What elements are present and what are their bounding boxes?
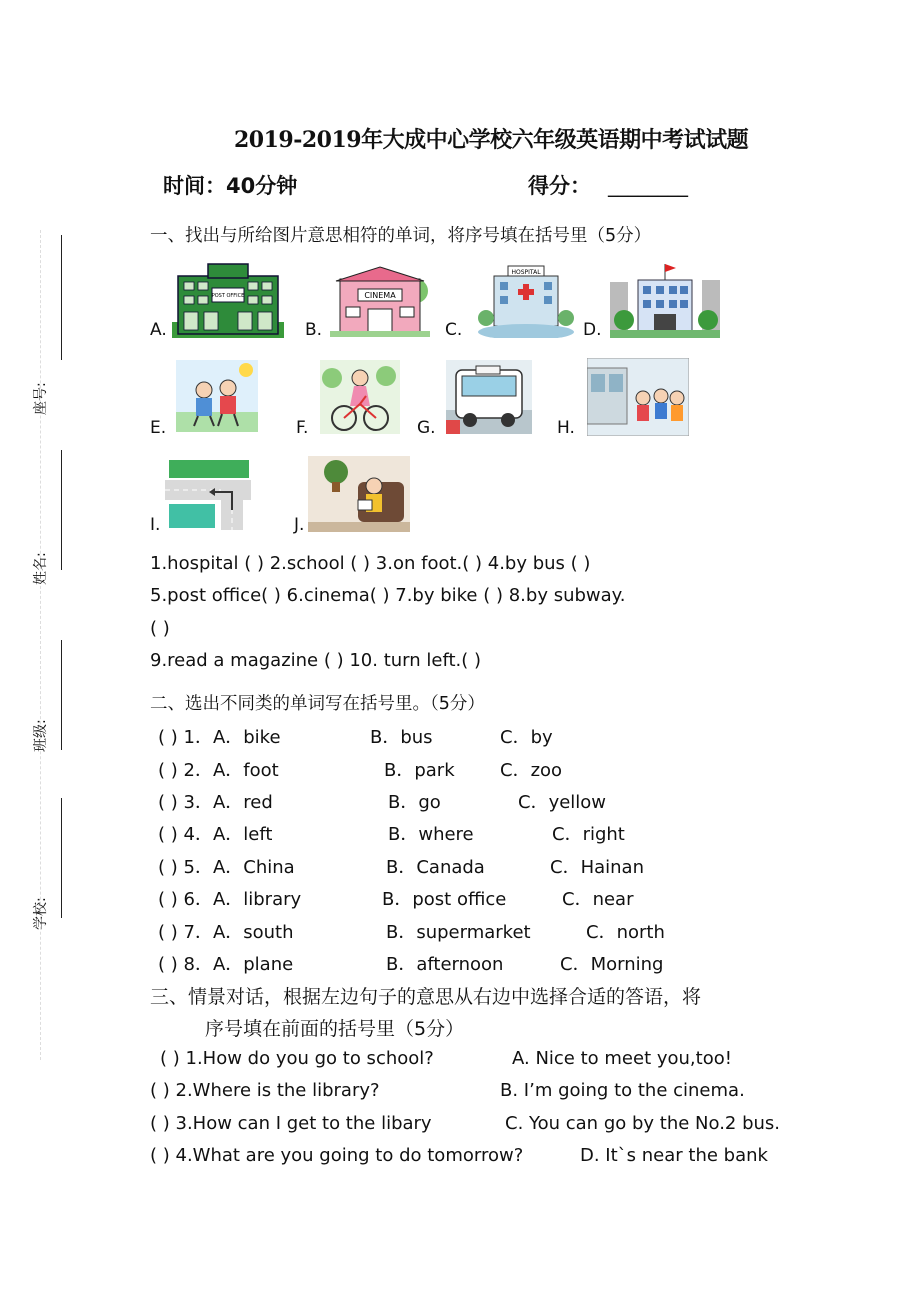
post-office-sign: POST OFFICE bbox=[211, 293, 245, 299]
s2-item-b: B．go bbox=[388, 792, 441, 813]
cinema-sign: CINEMA bbox=[364, 291, 396, 300]
section1-heading: 一、找出与所给图片意思相符的单词，将序号填在括号里（5分） bbox=[150, 226, 652, 246]
s2-item-q: ( ) 2．A．foot bbox=[158, 760, 279, 781]
label-h: H. bbox=[557, 418, 575, 438]
section2-heading: 二、选出不同类的单词写在括号里。（5分） bbox=[150, 694, 485, 714]
s2-item-q: ( ) 8．A．plane bbox=[158, 954, 294, 975]
s3-item-a: A. Nice to meet you,too! bbox=[512, 1048, 732, 1069]
s2-item-c: C．near bbox=[562, 889, 634, 910]
s3-item-q: ( ) 3.How can I get to the libary bbox=[150, 1113, 432, 1134]
s2-item-c: C．north bbox=[586, 922, 665, 943]
s2-item-b: B．post office bbox=[382, 889, 507, 910]
hospital-sign: HOSPITAL bbox=[511, 269, 541, 276]
bike-image bbox=[320, 360, 400, 434]
time-label: 时间：40分钟 bbox=[163, 174, 298, 198]
s2-item-q: ( ) 5．A．China bbox=[158, 857, 295, 878]
label-c: C. bbox=[445, 320, 463, 340]
s3-item-a: C. You can go by the No.2 bus. bbox=[505, 1113, 781, 1134]
seat-line bbox=[61, 235, 62, 360]
section3-heading-line2: 序号填在前面的括号里（5分） bbox=[205, 1018, 465, 1040]
seat-label: 座号: bbox=[33, 382, 49, 415]
school-line bbox=[61, 798, 62, 918]
label-e: E. bbox=[150, 418, 167, 438]
school-image bbox=[610, 262, 720, 338]
label-b: B. bbox=[305, 320, 323, 340]
s3-item-a: D. It`s near the bank bbox=[580, 1145, 768, 1166]
s2-item-b: B．bus bbox=[370, 727, 433, 748]
turn-left-image bbox=[165, 458, 251, 530]
binding-guide bbox=[40, 230, 41, 1060]
label-f: F. bbox=[296, 418, 309, 438]
school-label: 学校: bbox=[33, 897, 49, 930]
score-label: 得分： bbox=[528, 174, 591, 198]
page-title: 2019-2019年大成中心学校六年级英语期中考试试题 bbox=[234, 127, 749, 153]
score-blank[interactable]: ________ bbox=[608, 173, 688, 197]
s2-item-c: C．yellow bbox=[518, 792, 607, 813]
label-a: A. bbox=[150, 320, 167, 340]
s2-item-c: C．zoo bbox=[500, 760, 563, 781]
s2-item-b: B．where bbox=[388, 824, 474, 845]
class-label: 班级: bbox=[33, 719, 49, 752]
post-office-image bbox=[172, 262, 284, 338]
s1-questions-line4: 9.read a magazine ( ) 10. turn left.( ) bbox=[150, 650, 482, 671]
s2-item-b: B．afternoon bbox=[386, 954, 504, 975]
s2-item-q: ( ) 7．A．south bbox=[158, 922, 294, 943]
s1-questions-line2: 5.post office( ) 6.cinema( ) 7.by bike ( ) 8.by subway. bbox=[150, 585, 626, 606]
s2-item-q: ( ) 4．A．left bbox=[158, 824, 273, 845]
label-d: D. bbox=[583, 320, 602, 340]
s3-item-q: ( ) 1.How do you go to school? bbox=[160, 1048, 434, 1069]
s2-item-c: C．by bbox=[500, 727, 553, 748]
subway-image bbox=[587, 358, 689, 436]
s3-item-q: ( ) 4.What are you going to do tomorrow? bbox=[150, 1145, 524, 1166]
class-line bbox=[61, 640, 62, 750]
s2-item-q: ( ) 6．A．library bbox=[158, 889, 302, 910]
bus-image bbox=[446, 360, 532, 434]
s2-item-c: C．right bbox=[552, 824, 625, 845]
s1-questions-line3: ( ) bbox=[150, 618, 170, 639]
name-label: 姓名: bbox=[33, 552, 49, 585]
s2-item-b: B．Canada bbox=[386, 857, 485, 878]
section3-heading-line1: 三、情景对话，根据左边句子的意思从右边中选择合适的答语，将 bbox=[150, 986, 702, 1008]
s2-item-c: C．Hainan bbox=[550, 857, 644, 878]
name-line bbox=[61, 450, 62, 570]
s2-item-b: B．park bbox=[384, 760, 455, 781]
s3-item-a: B. I’m going to the cinema. bbox=[500, 1080, 745, 1101]
label-g: G. bbox=[417, 418, 436, 438]
s2-item-b: B．supermarket bbox=[386, 922, 531, 943]
s1-questions-line1: 1.hospital ( ) 2.school ( ) 3.on foot.( ) 4.by bus ( ) bbox=[150, 553, 591, 574]
label-i: I. bbox=[150, 515, 161, 535]
label-j: J. bbox=[294, 515, 305, 535]
read-magazine-image bbox=[308, 456, 410, 532]
s2-item-q: ( ) 3．A．red bbox=[158, 792, 273, 813]
s3-item-q: ( ) 2.Where is the library? bbox=[150, 1080, 380, 1101]
s2-item-q: ( ) 1．A．bike bbox=[158, 727, 281, 748]
on-foot-image bbox=[176, 360, 258, 432]
cinema-image bbox=[330, 265, 430, 337]
s2-item-c: C．Morning bbox=[560, 954, 664, 975]
hospital-image bbox=[478, 262, 574, 338]
